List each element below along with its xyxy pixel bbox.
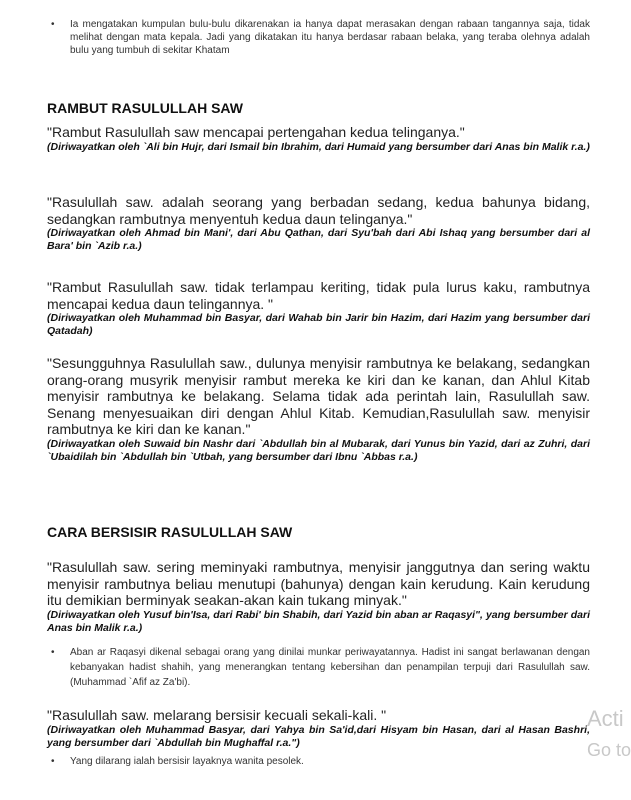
hadith-quote: "Rambut Rasulullah saw. tidak terlampau keriting, tidak pula lurus kaku, rambutnya mencapai kedua daun telingannya. " bbox=[47, 279, 590, 312]
note-bullet-2 bbox=[47, 755, 590, 768]
section-heading-cara-bersisir: CARA BERSISIR RASULULLAH SAW bbox=[47, 524, 293, 540]
hadith-quote: "Sesungguhnya Rasulullah saw., dulunya menyisir rambutnya ke belakang, sedangkan orang-orang musyrik menyisir rambut mereka ke kiri dan ke kanan, dan Ahlul Kitab menyisir rambutnya ke belakang. Selama tidak ada perintah lain, Rasulullah saw. Senang menyesuaikan diri dengan Ahlul Kitab. Kemudian,Rasulullah saw. menyisir rambutnya ke kiri dan ke kanan." bbox=[47, 355, 590, 437]
bullet-icon: • bbox=[51, 647, 55, 658]
hadith-quote: "Rambut Rasulullah saw mencapai pertengahan kedua telinganya." bbox=[47, 124, 465, 140]
note-bullet-1 bbox=[47, 645, 590, 690]
hadith-citation: (Diriwayatkan oleh Yusuf bin'Isa, dari Rabi' bin Shabih, dari Yazid bin aban ar Raqasyi", yang bersumber dari Anas bin Malik r.a.) bbox=[47, 608, 590, 634]
bullet-text: Aban ar Raqasyi dikenal sebagai orang yang dinilai munkar periwayatannya. Hadist ini sangat berlawanan dengan kebanyakan hadist shahih, yang menerangkan tentang kebersihan dan penampilan terpuji dari Rasulullah saw. (Muhammad `Afif az Za'bi). bbox=[70, 647, 590, 688]
bullet-text: Yang dilarang ialah bersisir layaknya wanita pesolek. bbox=[70, 756, 304, 767]
hadith-citation: (Diriwayatkan oleh `Ali bin Hujr, dari Ismail bin Ibrahim, dari Humaid yang bersumber dari Anas bin Malik r.a.) bbox=[47, 140, 590, 153]
hadith-6 bbox=[47, 707, 590, 750]
hadith-citation: (Diriwayatkan oleh Muhammad Basyar, dari Yahya bin Sa'id,dari Hisyam bin Hasan, dari al Hasan Bashri, yang bersumber dari `Abdullah bin Mughaffal r.a.") bbox=[47, 723, 590, 749]
hadith-quote: "Rasulullah saw. adalah seorang yang berbadan sedang, kedua bahunya bidang, sedangkan rambutnya menyentuh kedua daun telinganya." bbox=[47, 194, 590, 227]
hadith-citation: (Diriwayatkan oleh Muhammad bin Basyar, dari Wahab bin Jarir bin Hazim, dari Hazim yang bersumber dari Qatadah) bbox=[47, 312, 590, 337]
bullet-icon: • bbox=[51, 756, 55, 767]
hadith-citation: (Diriwayatkan oleh Ahmad bin Mani', dari Abu Qathan, dari Syu'bah dari Abi Ishaq yang bersumber dari al Bara' bin `Azib r.a.) bbox=[47, 227, 590, 252]
hadith-3 bbox=[47, 279, 590, 338]
activation-watermark-line1: Acti bbox=[587, 706, 624, 731]
activation-watermark-line2: Go to bbox=[587, 740, 631, 760]
section-heading-rambut: RAMBUT RASULULLAH SAW bbox=[47, 100, 243, 116]
intro-bullet bbox=[47, 18, 590, 57]
hadith-quote: "Rasulullah saw. sering meminyaki rambutnya, menyisir janggutnya dan sering waktu menyisir rambutnya beliau menutupi (bahunya) dengan kain kerudung. Kain kerudung itu demikian berminyak seakan-akan kain tukang minyak." bbox=[47, 559, 590, 608]
hadith-quote: "Rasulullah saw. melarang bersisir kecuali sekali-kali. " bbox=[47, 707, 387, 723]
hadith-4 bbox=[47, 355, 590, 464]
hadith-5 bbox=[47, 559, 590, 635]
bullet-icon: • bbox=[51, 19, 55, 30]
hadith-1 bbox=[47, 124, 590, 154]
bullet-text: Ia mengatakan kumpulan bulu-bulu dikarenakan ia hanya dapat merasakan dengan rabaan tangannya saja, tidak melihat dengan mata kepala. Jadi yang dikatakan itu hanya berdasar rabaan belaka, yang teraba olehnya adalah bulu yang tumbuh di sekitar Khatam bbox=[70, 19, 590, 56]
hadith-2 bbox=[47, 194, 590, 253]
hadith-citation: (Diriwayatkan oleh Suwaid bin Nashr dari `Abdullah bin al Mubarak, dari Yunus bin Yazid, dari az Zuhri, dari `Ubaidilah bin `Abdullah bin `Utbah, yang bersumber dari Ibnu `Abbas r.a.) bbox=[47, 437, 590, 463]
